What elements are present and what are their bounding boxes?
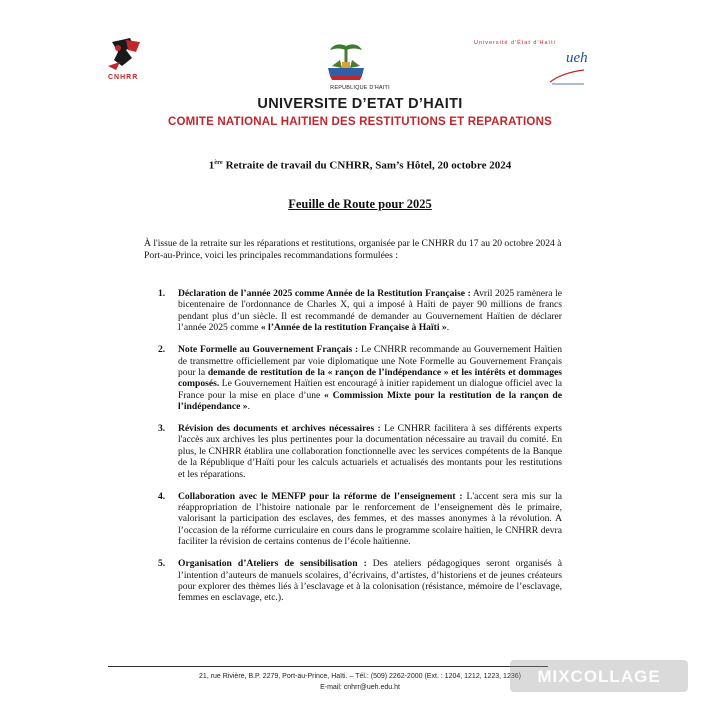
mixcollage-watermark [510,660,688,692]
recommendation-number: 2. [158,344,166,356]
document-title: Feuille de Route pour 2025 [288,197,432,211]
ueh-swoosh-icon [548,56,586,86]
recommendation-number: 1. [158,288,166,299]
coat-of-arms [322,40,370,84]
coat-of-arms-icon [322,40,370,84]
recommendation-item [158,344,562,412]
watermark-text: MIXCOLLAGE [537,667,661,686]
cnhrr-logo [100,36,156,88]
recommendation-heading: Révision des documents et archives nécessaires : [178,423,381,435]
recommendation-heading: Organisation d’Ateliers de sensibilisation : [178,558,367,570]
footer-divider [108,666,548,667]
recommendation-body: Le CNHRR recommande au Gouvernement Haïtien de transmettre officiellement par voie diplomatique une Note Formelle au Gouvernement Français pour la [178,344,562,378]
recommendation-heading: Déclaration de l’année 2025 comme Année de la Restitution Française : [178,288,471,299]
recommendation-number: 3. [158,423,166,435]
recommendation-bold: « Commission Mixte pour la restitution de la rançon de l’indépendance » [178,389,563,413]
retreat-ordinal-suffix: ère [214,159,223,166]
recommendation-tail: . [247,401,250,413]
recommendation-bold: « l’Année de la restitution Française à Haïti » [260,322,447,334]
recommendation-item [158,423,562,480]
recommendations-list [158,288,562,614]
recommendation-item [158,558,562,604]
ueh-logo [474,40,586,90]
footer-address: 21, rue Rivière, B.P. 2279, Port-au-Prince, Haïti. – Tél.: (509) 2262-2000 (Ext. : 1204, 1212, 1223, 1236) [199,673,521,680]
university-title: UNIVERSITE D’ETAT D’HAITI [257,96,463,112]
recommendation-body: Le Gouvernement Haïtien est encouragé à initier rapidement un dialogue officiel avec la France pour la mise en place d’une [178,378,562,401]
retreat-ordinal: 1 [208,159,215,172]
recommendation-bold: demande de restitution de la « rançon de l’indépendance » et les intérêts et dommages composés. [178,366,563,390]
recommendation-body: Des ateliers pédagogiques seront organisés à l’intention d’auteurs de manuels scolaires, d’écrivains, d’artistes, d’historiens et de jeunes créateurs pour explorer des thèmes liés à l’esclavage et à la colonisation (résistance, mémoire de l’esclavage, femmes en esclavage, etc.). [178,558,562,604]
recommendation-body: L'accent sera mis sur la réappropriation de l’histoire nationale par le renforcement de l’enseignement dès le primaire, valorisant la participation des esclaves, des femmes, et des masses anonymes à la révolution. A l’occasion de la réforme curriculaire en cours dans le programme scolaire haïtien, le CNHRR devra faciliter la révision de certains contenus de l’école haïtienne. [178,490,563,548]
retreat-heading [0,159,720,172]
footer-email: E-mail: cnhrr@ueh.edu.ht [320,684,400,691]
retreat-text: Retraite de travail du CNHRR, Sam’s Hôtel, 20 octobre 2024 [222,159,512,172]
recommendation-number: 4. [158,490,166,502]
cnhrr-logo-text: CNHRR [108,74,139,81]
committee-title: COMITE NATIONAL HAITIEN DES RESTITUTIONS ET REPARATIONS [168,116,552,128]
intro-paragraph: À l'issue de la retraite sur les réparations et restitutions, organisée par le CNHRR du 17 au 20 octobre 2024 à Port-au-Prince, voici les principales recommandations formulées : [144,238,562,261]
ueh-logo-word: ueh [566,50,588,66]
cnhrr-emblem-icon [100,36,156,76]
recommendation-item [158,491,562,548]
republique-label: REPUBLIQUE D'HAITI [330,85,390,91]
recommendation-body: Le CNHRR facilitera à ses différents experts l'accès aux archives les plus pertinentes pour la documentation nécessaire au travail du comité. En plus, le CNHRR établira une collaboration fonctionnelle avec les services compétents de la Banque de la République d’Haïti pour les calculs actuariels et actualisés des montants pour les restitutions et les réparations. [178,423,562,480]
recommendation-heading: Note Formelle au Gouvernement Français : [178,344,359,356]
recommendation-number: 5. [158,558,166,570]
recommendation-body: Avril 2025 ramènera le bicentenaire de l'ordonnance de Charles X, qui a imposé à Haïti de payer 90 millions de francs pendant plus d’un siècle. Il est recommandé de demander au Gouvernement Haïtien de déclarer l’année 2025 comme [178,288,562,334]
ueh-logo-caption: Université d'État d'Haïti [474,40,556,46]
recommendation-item [158,288,562,334]
recommendation-tail: . [446,322,450,334]
recommendation-heading: Collaboration avec le MENFP pour la réforme de l’enseignement : [178,490,463,502]
